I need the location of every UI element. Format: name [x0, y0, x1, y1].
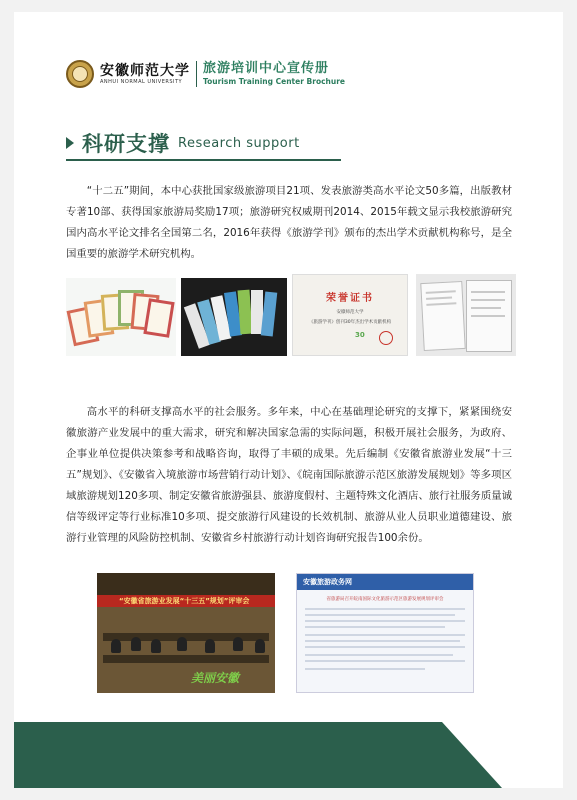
section-heading	[66, 128, 300, 158]
meeting-banner-text: “安徽省旅游业发展“十三五”规划”评审会	[119, 597, 250, 605]
triangle-bullet-icon	[66, 137, 74, 149]
award-recipient: 安徽师范大学	[336, 310, 364, 315]
website-headline: 省旅游局召开皖南国际文化旅游示范区旅游发展规划评审会	[326, 597, 444, 602]
university-name-en: ANHUI NORMAL UNIVERSITY	[100, 79, 183, 85]
brochure-title-cn: 旅游培训中心宣传册	[203, 61, 330, 76]
photo-textbooks	[181, 278, 287, 356]
photo-honor-certificate	[292, 274, 408, 356]
award-description: 《旅游学刊》创刊30年杰出学术贡献机构	[308, 320, 392, 325]
header	[66, 56, 345, 92]
brochure-title-en: Tourism Training Center Brochure	[203, 77, 346, 86]
photo-research-documents	[416, 274, 516, 356]
paragraph-social-service: 高水平的科研支撑高水平的社会服务。多年来，中心在基础理论研究的支撑下，紧紧围绕安徽旅游产业发展中的重大需求，研究和解决国家急需的实际问题，积极开展社会服务，为政府、企事业单位提供决策参考和战略咨询，取得了丰硕的成果。先后编制《安徽省旅游业发展“十三五”规划》、《安徽省入境旅游市场营销行动计划》、《皖南国际旅游示范区旅游发展规划》等多项区域旅游规划120多项、制定安徽省旅游强县、旅游度假村、主题特殊文化酒店、旅行社服务质量诚信等级评定等行业标准10多项、提交旅游行风建设的长效机制、旅游从业人员职业道德建设、旅游行业管理的风险防控机制、安徽省乡村旅游行动计划咨询研究报告100余份。	[66, 406, 513, 544]
paragraph-achievements: “十二五”期间，本中心获批国家级旅游项目21项、发表旅游类高水平论文50多篇，出版教材专著10部、获得国家旅游局奖励17项；旅游研究权威期刊2014、2015年载文显示我校旅游研究国内高水平论文排名全国第二名，2016年获得《旅游学刊》颁布的杰出学术贡献机构称号，是全国重要的旅游学术研究机构。	[66, 185, 512, 260]
meeting-caption-logo: 美丽安徽	[191, 671, 240, 685]
brochure-title	[203, 61, 345, 87]
photo-review-meeting	[97, 573, 275, 693]
university-name-cn: 安徽师范大学	[100, 63, 190, 79]
section-underline	[66, 159, 341, 161]
section-title-cn: 科研支撑	[82, 132, 170, 156]
website-name: 安徽旅游政务网	[303, 578, 352, 586]
screenshot-tourism-website	[296, 573, 474, 693]
award-title: 荣誉证书	[326, 293, 374, 304]
university-seal-icon	[66, 60, 94, 88]
footer-diagonal	[442, 722, 502, 788]
footer-corner	[502, 722, 563, 788]
header-divider	[196, 61, 197, 87]
red-stamp-icon	[379, 331, 393, 345]
anniversary-logo: 30	[355, 331, 365, 339]
university-logo	[100, 63, 190, 85]
section-title-en: Research support	[178, 135, 300, 151]
photo-certificates	[66, 278, 176, 356]
